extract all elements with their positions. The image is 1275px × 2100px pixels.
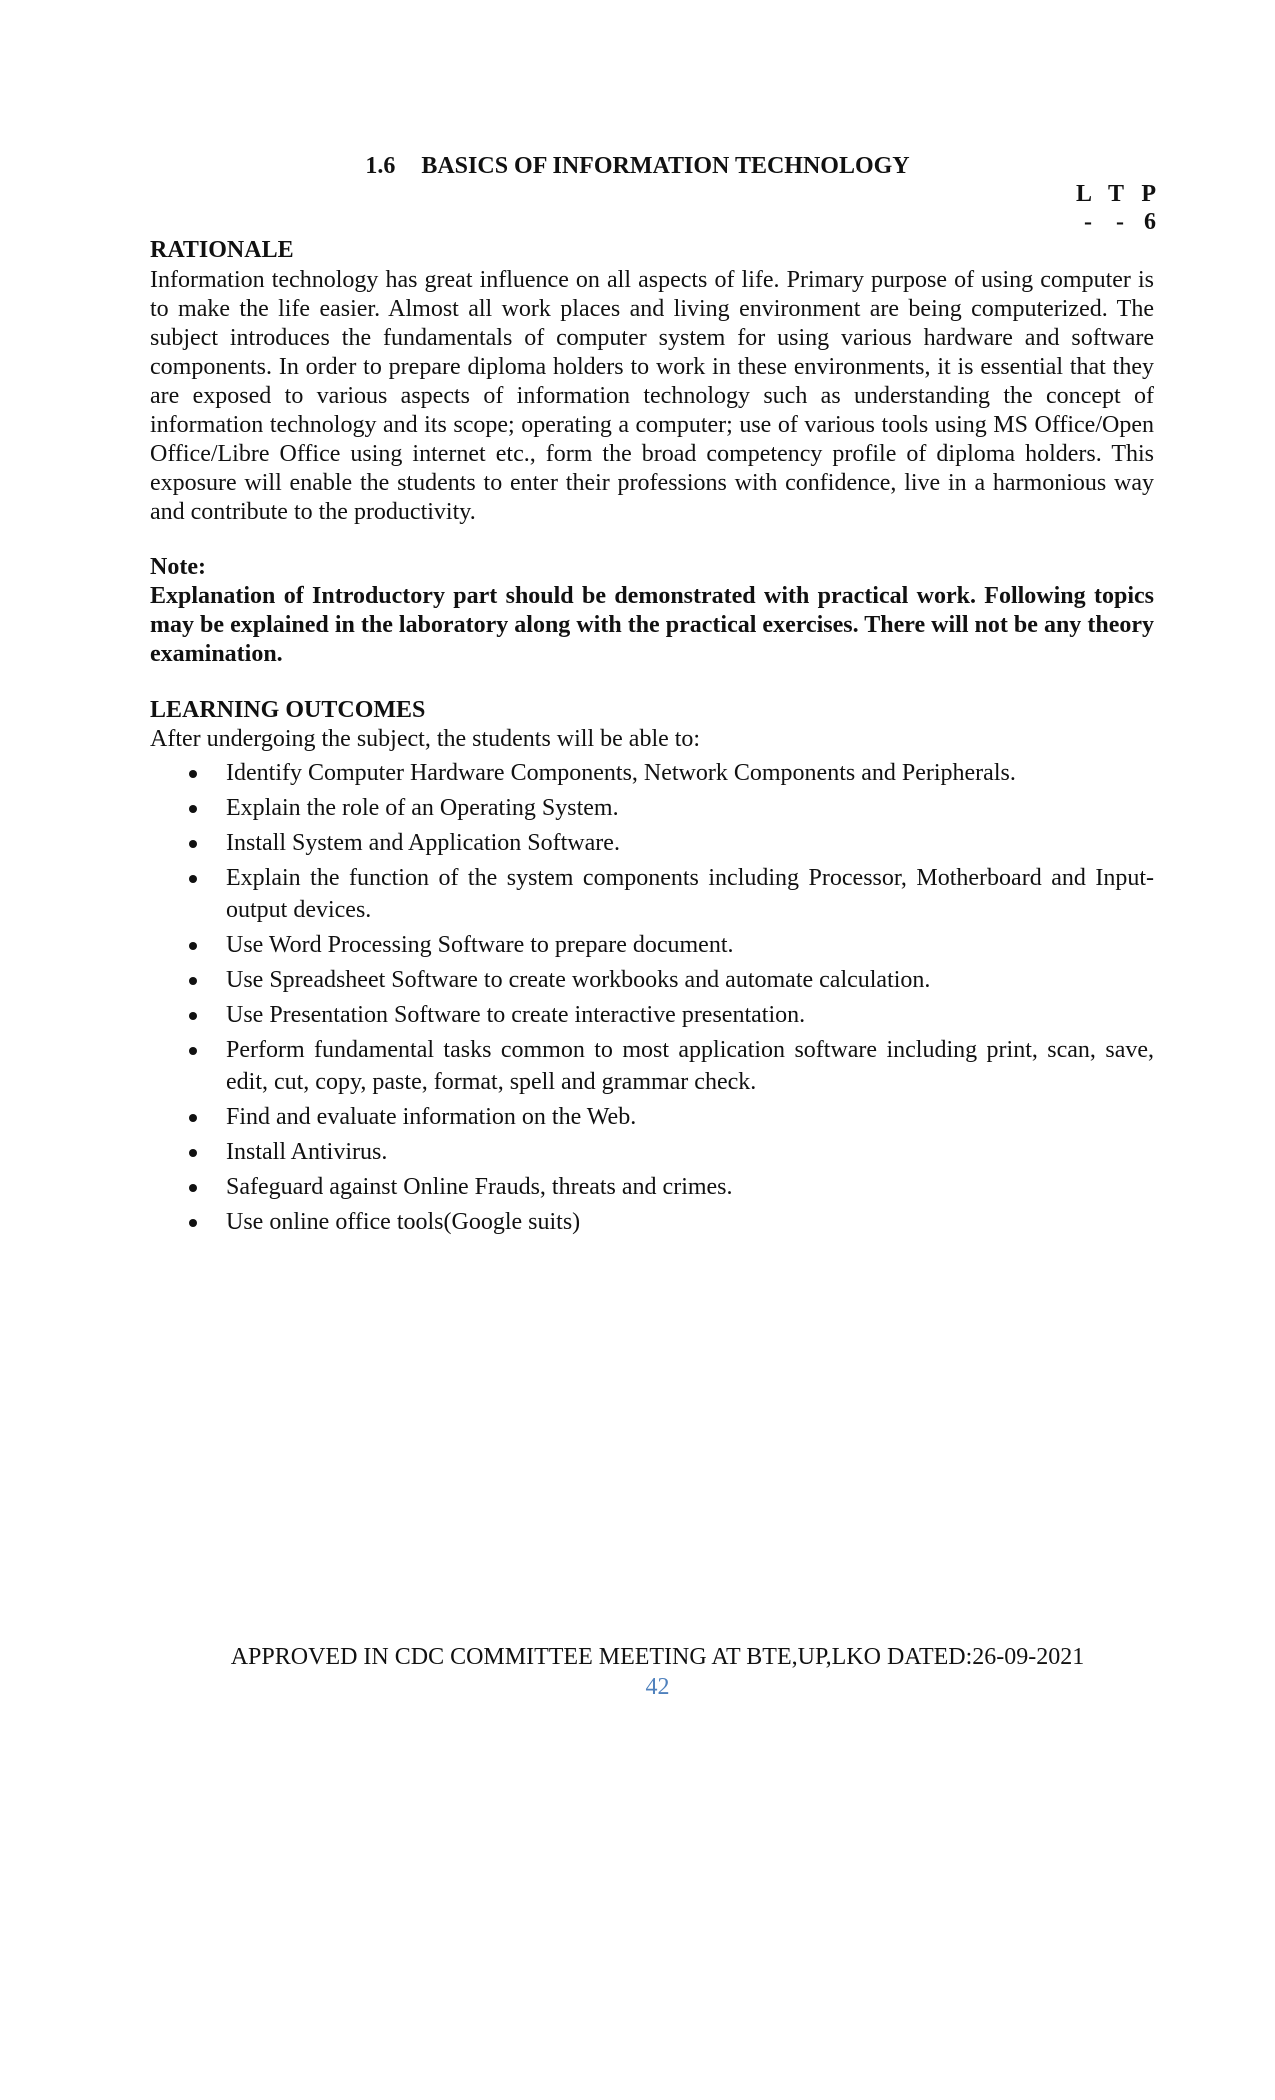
list-item (150, 1136, 1154, 1168)
note-paragraph: Explanation of Introductory part should be demonstrated with practical work. Following topics may be explained in the laboratory along with the practical exercises. There will not be any theory examination. (150, 583, 1154, 667)
list-item (150, 792, 1154, 824)
bullet-icon (189, 1012, 197, 1020)
list-item-text: Safeguard against Online Frauds, threats and crimes. (226, 1174, 733, 1200)
list-item-text: Use Spreadsheet Software to create workbooks and automate calculation. (226, 967, 931, 993)
list-item (150, 827, 1154, 859)
list-item (150, 1206, 1154, 1238)
list-item (150, 862, 1154, 926)
list-item-text: Explain the role of an Operating System. (226, 795, 619, 821)
list-item (150, 1034, 1154, 1098)
list-item-text: Install System and Application Software. (226, 830, 620, 856)
list-item-text: Perform fundamental tasks common to most application software including print, scan, save, edit, cut, copy, paste, format, spell and grammar check. (226, 1037, 1154, 1095)
list-item (150, 1171, 1154, 1203)
ltp-header-l: L (1075, 181, 1092, 207)
rationale-paragraph: Information technology has great influence on all aspects of life. Primary purpose of using computer is to make the life easier. Almost all work places and living environment are being computerized. The subject introduces the fundamentals of computer system for using various hardware and software components. In order to prepare diploma holders to work in these environments, it is essential that they are exposed to various aspects of information technology such as understanding the concept of information technology and its scope; operating a computer; use of various tools using MS Office/Open Office/Libre Office using internet etc., form the broad competency profile of diploma holders. This exposure will enable the students to enter their professions with confidence, live in a harmonious way and contribute to the productivity. (150, 267, 1154, 525)
bullet-icon (189, 1114, 197, 1122)
section-number: 1.6 (365, 153, 396, 179)
list-item (150, 1101, 1154, 1133)
learning-outcomes-intro: After undergoing the subject, the students will be able to: (150, 726, 701, 752)
section-title (0, 151, 1275, 181)
list-item-text: Identify Computer Hardware Components, Network Components and Peripherals. (226, 760, 1016, 786)
ltp-header-row (1060, 180, 1156, 208)
note-heading: Note: (150, 554, 206, 580)
bullet-icon (189, 875, 197, 883)
bullet-icon (189, 805, 197, 813)
list-item (150, 964, 1154, 996)
ltp-value-l: - (1084, 209, 1092, 235)
ltp-value-t: - (1116, 209, 1124, 235)
list-item-text: Install Antivirus. (226, 1139, 388, 1165)
learning-outcomes-list (150, 757, 1154, 1241)
ltp-header-p: P (1141, 181, 1156, 207)
list-item (150, 929, 1154, 961)
bullet-icon (189, 1047, 197, 1055)
bullet-icon (189, 770, 197, 778)
rationale-heading: RATIONALE (150, 237, 294, 263)
page-number: 42 (645, 1674, 670, 1700)
list-item-text: Use Word Processing Software to prepare document. (226, 932, 734, 958)
bullet-icon (189, 1219, 197, 1227)
learning-outcomes-heading: LEARNING OUTCOMES (150, 697, 426, 723)
list-item-text: Use Presentation Software to create interactive presentation. (226, 1002, 806, 1028)
list-item (150, 999, 1154, 1031)
list-item-text: Find and evaluate information on the Web. (226, 1104, 637, 1130)
bullet-icon (189, 942, 197, 950)
bullet-icon (189, 1184, 197, 1192)
bullet-icon (189, 1149, 197, 1157)
approval-footer: APPROVED IN CDC COMMITTEE MEETING AT BTE,UP,LKO DATED:26-09-2021 (230, 1644, 1085, 1670)
bullet-icon (189, 977, 197, 985)
ltp-value-p: 6 (1144, 209, 1156, 235)
list-item-text: Explain the function of the system components including Processor, Motherboard and Input-output devices. (226, 865, 1154, 923)
bullet-icon (189, 840, 197, 848)
ltp-header-t: T (1107, 181, 1124, 207)
ltp-table (1060, 180, 1156, 236)
list-item-text: Use online office tools(Google suits) (226, 1209, 581, 1235)
ltp-value-row (1060, 208, 1156, 236)
list-item (150, 757, 1154, 789)
section-title-text: BASICS OF INFORMATION TECHNOLOGY (421, 153, 910, 179)
